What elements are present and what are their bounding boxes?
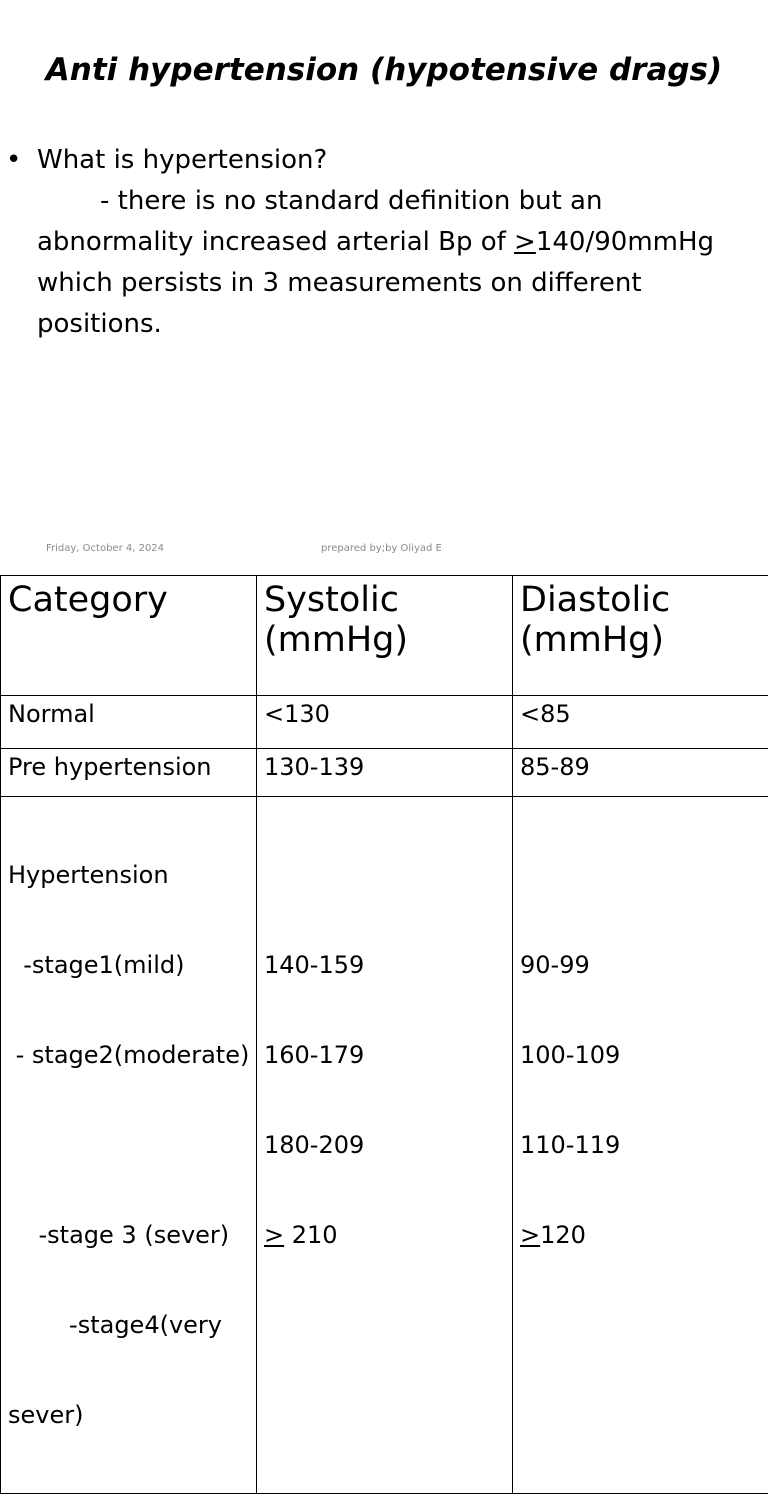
table-row bbox=[1, 696, 768, 749]
header-diastolic-line2: (mmHg) bbox=[520, 620, 761, 660]
question-text: What is hypertension? bbox=[37, 145, 327, 175]
hyper-category-label: Hypertension bbox=[8, 860, 249, 890]
diastolic-stage-3: 110-119 bbox=[520, 1130, 761, 1160]
footer-date: Friday, October 4, 2024 bbox=[46, 543, 164, 554]
slide-title: Anti hypertension (hypotensive drags) bbox=[0, 52, 768, 88]
definition-line-3: which persists in 3 measurements on different bbox=[6, 263, 766, 304]
diastolic-gte-mark: > bbox=[520, 1221, 540, 1249]
hyper-stage-1: -stage1(mild) bbox=[8, 950, 249, 980]
systolic-stage-1: 140-159 bbox=[264, 950, 505, 980]
systolic-stage-2: 160-179 bbox=[264, 1040, 505, 1070]
cell-pre-category: Pre hypertension bbox=[1, 749, 257, 797]
table-header-row bbox=[1, 576, 768, 696]
definition-line-4: positions. bbox=[6, 304, 766, 345]
table-row bbox=[1, 749, 768, 797]
diastolic-stage-1: 90-99 bbox=[520, 950, 761, 980]
bullet-dot-icon: • bbox=[6, 140, 21, 181]
systolic-stage-4 bbox=[264, 1220, 505, 1250]
systolic-stage-3: 180-209 bbox=[264, 1130, 505, 1160]
hyper-stage-3: -stage 3 (sever) bbox=[8, 1220, 249, 1250]
cell-hyper-diastolic bbox=[513, 797, 768, 1494]
cell-hyper-systolic bbox=[257, 797, 513, 1494]
cell-pre-diastolic: 85-89 bbox=[513, 749, 768, 797]
systolic-stage-4-value: 210 bbox=[284, 1221, 337, 1249]
bp-category-table bbox=[0, 575, 768, 1494]
header-systolic-line2: (mmHg) bbox=[264, 620, 505, 660]
bullet-question bbox=[6, 140, 766, 181]
diastolic-stage-4-value: 120 bbox=[540, 1221, 586, 1249]
definition-line-1: - there is no standard definition but an bbox=[6, 181, 766, 222]
header-category bbox=[1, 576, 257, 696]
footer-author: prepared by;by Oliyad E bbox=[321, 543, 442, 554]
definition-line-2-start: abnormality increased arterial Bp of bbox=[37, 227, 514, 257]
hyper-stage-2: - stage2(moderate) bbox=[8, 1040, 249, 1070]
header-category-text: Category bbox=[8, 580, 249, 620]
definition-line-2-value: 140/90mmHg bbox=[536, 227, 714, 257]
systolic-gte-mark: > bbox=[264, 1221, 284, 1249]
cell-normal-diastolic: <85 bbox=[513, 696, 768, 749]
header-diastolic bbox=[513, 576, 768, 696]
bullet-content bbox=[6, 140, 766, 345]
hyper-stage-4: -stage4(very bbox=[8, 1310, 249, 1340]
cell-normal-category: Normal bbox=[1, 696, 257, 749]
table-row bbox=[1, 797, 768, 1494]
gte-mark: > bbox=[514, 227, 536, 257]
hyper-stage-4-cont: sever) bbox=[8, 1400, 249, 1430]
cell-normal-systolic: <130 bbox=[257, 696, 513, 749]
cell-hyper-category bbox=[1, 797, 257, 1494]
cell-pre-systolic: 130-139 bbox=[257, 749, 513, 797]
header-systolic-line1: Systolic bbox=[264, 580, 505, 620]
diastolic-stage-4 bbox=[520, 1220, 761, 1250]
header-diastolic-line1: Diastolic bbox=[520, 580, 761, 620]
header-systolic bbox=[257, 576, 513, 696]
diastolic-stage-2: 100-109 bbox=[520, 1040, 761, 1070]
definition-line-2 bbox=[6, 222, 766, 263]
